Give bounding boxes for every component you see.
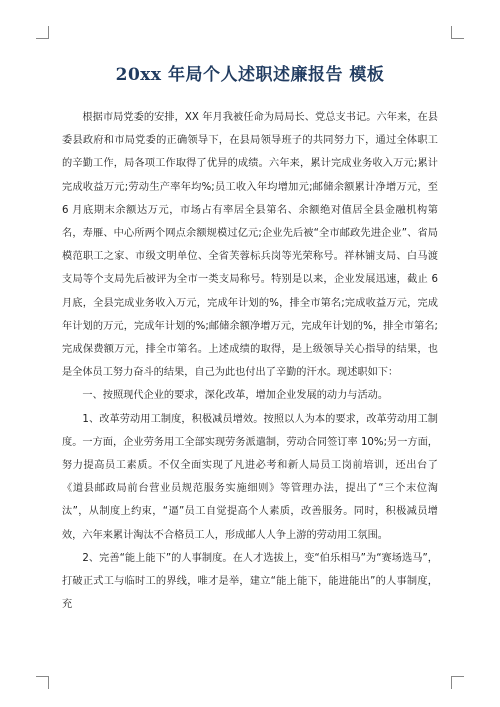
- page-corner-mark: [36, 26, 49, 39]
- page-corner-mark: [36, 676, 49, 689]
- document-body: [62, 106, 438, 616]
- page-corner-mark: [451, 26, 464, 39]
- page-corner-mark: [451, 676, 464, 689]
- paragraph: 根据市局党委的安排，XX 年月我被任命为局局长、党总支书记。六年来，在县委县政府和市局党委的正确领导下，在县局领导班子的共同努力下，通过全体职工的辛勤工作，局各项工作取得了优异的成绩。六年来，累计完成业务收入万元;累计完成收益万元;劳动生产率年均%;员工收入年均增加元;邮储余额累计净增万元，至 6 月底期末余额达万元，市场占有率居全县第名、余额绝对值居全县金融机构第名，寿雁、中心所两个网点余额规模过亿元;企业先后被“全市邮政先进企业”、省局模范职工之家、市级文明单位、全省芙蓉标兵岗等光荣称号。祥林铺支局、白马渡支局等个支局先后被评为全市一类支局称号。特别是以来，企业发展迅速，截止 6 月底，全县完成业务收入万元，完成年计划的%，排全市第名;完成收益万元，完成年计划的万元，完成年计划的%;邮储余额净增万元，完成年计划的%，排全市第名;完成保费额万元，排全市第名。上述成绩的取得，是上级领导关心指导的结果，也是全体员工努力奋斗的结果，自己为此也付出了辛勤的汗水。现述职如下：: [62, 112, 438, 379]
- document-title: 20xx 年局个人述职述廉报告 模板: [115, 65, 385, 85]
- paragraph: 一、按照现代企业的要求，深化改革，增加企业发展的动力与活动。: [82, 390, 389, 402]
- paragraph: 1、改革劳动用工制度，积极减员增效。按照以人为本的要求，改革劳动用工制度。一方面，企业劳务用工全部实现劳务派遣制，劳动合同签订率 10%;另一方面，努力提高员工素质。不仅全面实现了凡进必考和新人局员工岗前培训，还出台了《道县邮政局前台营业员规范服务实施细则》等管理办法，提出了“三个末位淘汰”，从制度上约束，“逼”员工自觉提高个人素质，改善服务。同时，积极减员增效，六年来累计淘汰不合格员工人，形成邮人人争上游的劳动用工氛围。: [62, 413, 438, 541]
- paragraph: 2、完善“能上能下”的人事制度。在人才选拔上，变“伯乐相马”为“赛场选马”，打破正式工与临时工的界线，唯才是举，建立“能上能下，能进能出”的人事制度，充: [62, 552, 438, 611]
